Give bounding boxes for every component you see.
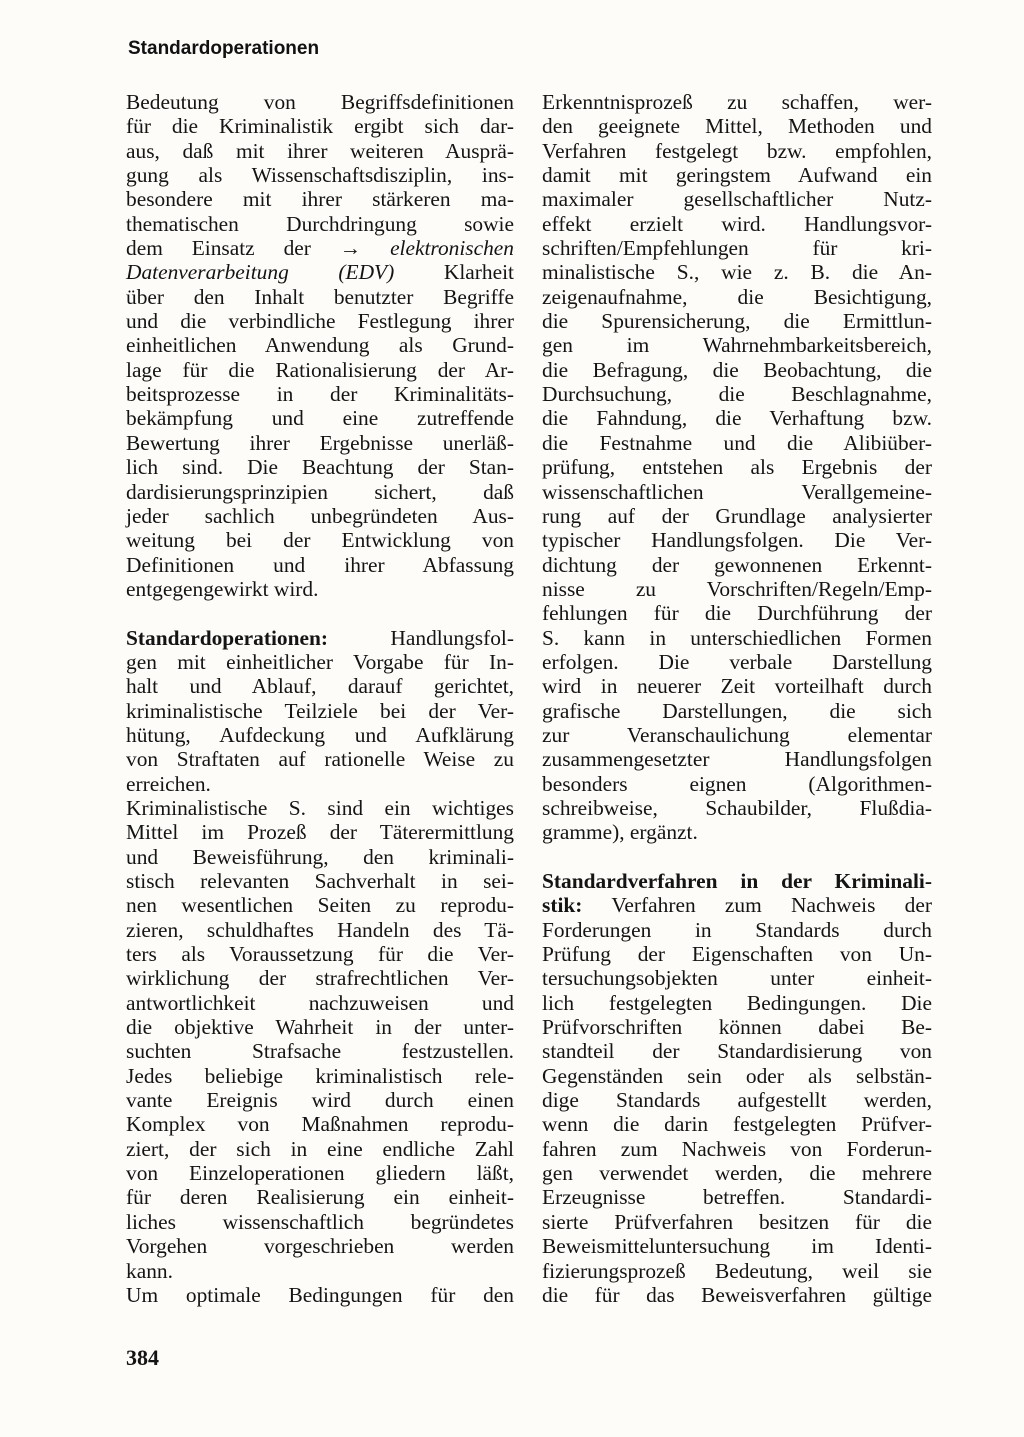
entry-term: Standardverfahren in der Kriminali- [542, 869, 932, 893]
text-line: Mittel im Prozeß der Täterermittlung [126, 820, 514, 845]
text-line: maximaler gesellschaftlicher Nutz- [542, 187, 932, 212]
text-line: Prüfung der Eigenschaften von Un- [542, 942, 932, 967]
text-line: fizierungsprozeß Bedeutung, weil sie [542, 1258, 932, 1283]
text-line: damit mit geringstem Aufwand ein [542, 163, 932, 188]
text-line: gramme), ergänzt. [542, 820, 698, 845]
text-line: tersuchungsobjekten unter einheit- [542, 966, 932, 991]
text-line: Beweismitteluntersuchung im Identi- [542, 1234, 932, 1259]
text-line: thematischen Durchdringung sowie [126, 211, 514, 236]
text-line: Gegenständen sein oder als selbstän- [542, 1063, 932, 1088]
text-line: für die Kriminalistik ergibt sich dar- [126, 114, 514, 139]
text-line: besonders eignen (Algorithmen- [542, 771, 932, 796]
text-line: wenn die darin festgelegten Prüfver- [542, 1112, 932, 1137]
entry-term: Standardoperationen: [126, 625, 329, 650]
text-line: dardisierungsprinzipien sichert, daß [126, 479, 514, 504]
text-line: nen wesentlichen Seiten zu reprodu- [126, 893, 514, 918]
text-line: schriften/Empfehlungen für kri- [542, 236, 932, 261]
text-line: Bedeutung von Begriffsdefinitionen [126, 90, 514, 114]
text-line: Bewertung ihrer Ergebnisse unerläß- [126, 430, 514, 455]
text-line: besondere mit ihrer stärkeren ma- [126, 187, 514, 212]
text-line: gen im Wahrnehmbarkeitsbereich, [542, 333, 932, 358]
line-text: Handlungsfol- [328, 625, 514, 650]
text-line: Durchsuchung, die Beschlagnahme, [542, 382, 932, 407]
text-line: Jedes beliebige kriminalistisch rele- [126, 1063, 514, 1088]
text-line: stisch relevanten Sachverhalt in sei- [126, 869, 514, 893]
text-line: dichtung der gewonnenen Erkennt- [542, 552, 932, 577]
text-line [126, 260, 514, 284]
text-line: zur Veranschaulichung elementar [542, 722, 932, 747]
line-text: Klarheit [394, 260, 514, 285]
entry-term: stik: [542, 893, 583, 918]
text-line: antwortlichkeit nachzuweisen und [126, 990, 514, 1015]
text-line: die für das Beweisverfahren gültige [542, 1282, 932, 1307]
text-line: sierte Prüfverfahren besitzen für die [542, 1209, 932, 1234]
text-line: Definitionen und ihrer Abfassung [126, 552, 514, 577]
text-line: effekt erzielt wird. Handlungsvor- [542, 211, 932, 236]
text-line: fehlungen für die Durchführung der [542, 601, 932, 626]
text-line: lage für die Rationalisierung der Ar- [126, 357, 514, 382]
text-line: erfolgen. Die verbale Darstellung [542, 649, 932, 674]
text-line: nisse zu Vorschriften/Regeln/Emp- [542, 576, 932, 601]
text-line: und Beweisführung, den kriminali- [126, 844, 514, 869]
cross-reference: Datenverarbeitung (EDV) [126, 260, 395, 285]
text-line: jeder sachlich unbegründeten Aus- [126, 503, 514, 528]
left-column [126, 90, 514, 1307]
line-text: dem Einsatz der → [126, 236, 391, 261]
text-line: entgegengewirkt wird. [126, 576, 319, 601]
text-line: aus, daß mit ihrer weiteren Ausprä- [126, 138, 514, 163]
text-line: kriminalistische Teilziele bei der Ver- [126, 698, 514, 723]
text-line: typischer Handlungsfolgen. Die Ver- [542, 528, 932, 553]
text-line: Prüfvorschriften können dabei Be- [542, 1015, 932, 1040]
text-line: grafische Darstellungen, die sich [542, 698, 932, 723]
text-line: die Festnahme und die Alibiüber- [542, 430, 932, 455]
page-number: 384 [126, 1345, 159, 1370]
text-line: für deren Realisierung ein einheit- [126, 1185, 514, 1210]
text-line: die Spurensicherung, die Ermittlun- [542, 309, 932, 334]
text-line: Verfahren festgelegt bzw. empfohlen, [542, 138, 932, 163]
text-line: vante Ereignis wird durch einen [126, 1088, 514, 1113]
text-line: lich sind. Die Beachtung der Stan- [126, 455, 514, 480]
text-line: die objektive Wahrheit in der unter- [126, 1015, 514, 1040]
text-line: Kriminalistische S. sind ein wichtiges [126, 795, 514, 820]
text-line: S. kann in unterschiedlichen Formen [542, 625, 932, 650]
text-line: bekämpfung und eine zutreffende [126, 406, 514, 431]
text-line: ziert, der sich in eine endliche Zahl [126, 1136, 514, 1161]
text-line: über den Inhalt benutzter Begriffe [126, 284, 514, 309]
text-line: beitsprozesse in der Kriminalitäts- [126, 382, 514, 407]
text-line: von Straftaten auf rationelle Weise zu [126, 747, 514, 772]
text-line: Forderungen in Standards durch [542, 917, 932, 942]
cross-reference: elektronischen [390, 236, 514, 261]
text-line: den geeignete Mittel, Methoden und [542, 114, 932, 139]
text-line [126, 236, 514, 260]
text-line: halt und Ablauf, darauf gerichtet, [126, 674, 514, 699]
text-line: und die verbindliche Festlegung ihrer [126, 309, 514, 334]
text-line: gung als Wissenschaftsdisziplin, ins- [126, 163, 514, 188]
paragraph-gap [126, 601, 514, 625]
paragraph-gap [542, 845, 932, 869]
text-line: dige Standards aufgestellt werden, [542, 1088, 932, 1113]
text-line: fahren zum Nachweis von Forderun- [542, 1136, 932, 1161]
text-line: lich festgelegten Bedingungen. Die [542, 990, 932, 1015]
text-line: von Einzeloperationen gliedern läßt, [126, 1161, 514, 1186]
text-line: minalistische S., wie z. B. die An- [542, 260, 932, 285]
text-line: Komplex von Maßnahmen reprodu- [126, 1112, 514, 1137]
text-line: liches wissenschaftlich begründetes [126, 1209, 514, 1234]
right-column [542, 90, 932, 1307]
text-line: weitung bei der Entwicklung von [126, 528, 514, 553]
line-text: Verfahren zum Nachweis der [582, 893, 932, 918]
text-line: suchten Strafsache festzustellen. [126, 1039, 514, 1064]
text-line: einheitlichen Anwendung als Grund- [126, 333, 514, 358]
text-line: zusammengesetzter Handlungsfolgen [542, 747, 932, 772]
text-line: ters als Voraussetzung für die Ver- [126, 942, 514, 967]
text-line: die Befragung, die Beobachtung, die [542, 357, 932, 382]
text-line: Erkenntnisprozeß zu schaffen, wer- [542, 90, 932, 114]
entry-heading-line [542, 869, 932, 893]
text-line: prüfung, entstehen als Ergebnis der [542, 455, 932, 480]
text-line: rung auf der Grundlage analysierter [542, 503, 932, 528]
text-line: gen verwendet werden, die mehrere [542, 1161, 932, 1186]
text-line: kann. [126, 1258, 173, 1283]
entry-heading-line [542, 893, 932, 917]
text-line: Um optimale Bedingungen für den [126, 1282, 514, 1307]
text-line: erreichen. [126, 771, 211, 796]
entry-heading-line [126, 626, 514, 650]
text-line: wissenschaftlichen Verallgemeine- [542, 479, 932, 504]
text-line: zeigenaufnahme, die Besichtigung, [542, 284, 932, 309]
text-line: wirklichung der strafrechtlichen Ver- [126, 966, 514, 991]
text-line: die Fahndung, die Verhaftung bzw. [542, 406, 932, 431]
text-line: standteil der Standardisierung von [542, 1039, 932, 1064]
text-line: hütung, Aufdeckung und Aufklärung [126, 722, 514, 747]
text-line: gen mit einheitlicher Vorgabe für In- [126, 649, 514, 674]
text-line: Vorgehen vorgeschrieben werden [126, 1234, 514, 1259]
running-head: Standardoperationen [128, 38, 320, 59]
text-line: wird in neuerer Zeit vorteilhaft durch [542, 674, 932, 699]
text-line: Erzeugnisse betreffen. Standardi- [542, 1185, 932, 1210]
text-line: schreibweise, Schaubilder, Flußdia- [542, 795, 932, 820]
text-line: zieren, schuldhaftes Handeln des Tä- [126, 917, 514, 942]
